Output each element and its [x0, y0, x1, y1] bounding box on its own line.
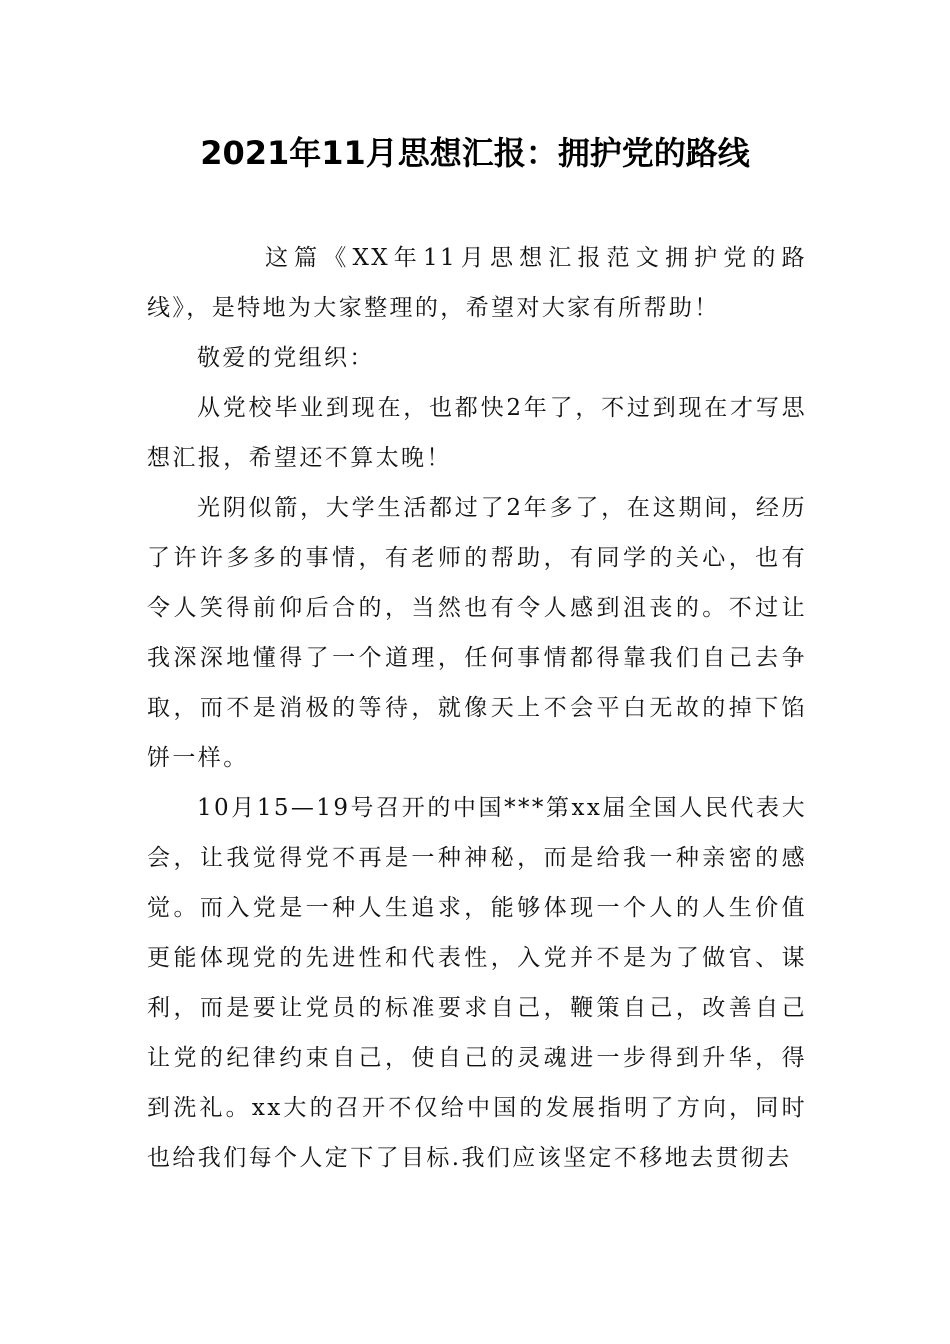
- paragraph-salutation: 敬爱的党组织：: [197, 345, 375, 371]
- document-title: 2021年11月思想汇报：拥护党的路线: [200, 134, 750, 172]
- paragraph-intro: 这篇《XX年11月思想汇报范文拥护党的路线》，是特地为大家整理的，希望对大家有所帮助！: [147, 245, 807, 321]
- paragraph: 光阴似箭，大学生活都过了2年多了，在这期间，经历了许许多多的事情，有老师的帮助，有同学的关心，也有令人笑得前仰后合的，当然也有令人感到沮丧的。不过让我深深地懂得了一个道理，任何事情都得靠我们自己去争取，而不是消极的等待，就像天上不会平白无故的掉下馅饼一样。: [147, 495, 807, 771]
- paragraph: 10月15—19号召开的中国***第xx届全国人民代表大会，让我觉得党不再是一种神秘，而是给我一种亲密的感觉。而入党是一种人生追求，能够体现一个人的人生价值更能体现党的先进性和代表性，入党并不是为了做官、谋利，而是要让党员的标准要求自己，鞭策自己，改善自己让党的纪律约束自己，使自己的灵魂进一步得到升华，得到洗礼。xx大的召开不仅给中国的发展指明了方向，同时也给我们每个人定下了目标.我们应该坚定不移地去贯彻去: [147, 795, 807, 1171]
- document-body: [147, 233, 807, 1183]
- paragraph: 从党校毕业到现在，也都快2年了，不过到现在才写思想汇报，希望还不算太晚！: [147, 395, 807, 471]
